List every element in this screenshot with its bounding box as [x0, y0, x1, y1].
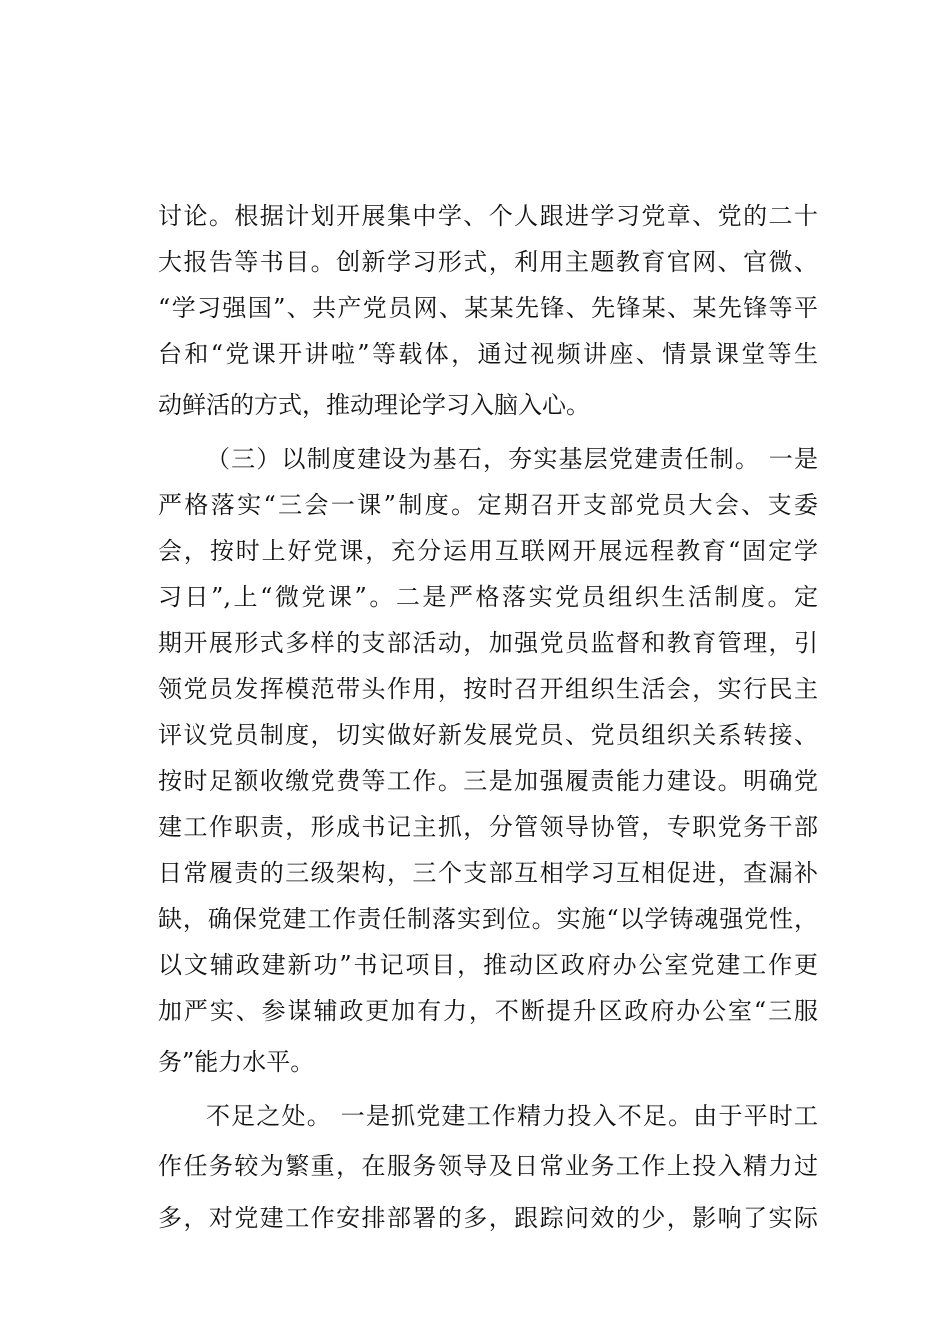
text-line: 习日”,上“微党课”。二是严格落实党员组织生活制度。定: [158, 583, 818, 611]
text-line: 严格落实“三会一课”制度。定期召开支部党员大会、支委: [158, 491, 818, 519]
text-line: “学习强国”、共产党员网、某某先锋、先锋某、某先锋等平: [158, 294, 818, 322]
paragraph-start-line: 不足之处。 一是抓党建工作精力投入不足。由于平时工: [206, 1102, 818, 1130]
text-line: 动鲜活的方式，推动理论学习入脑入心。: [158, 391, 590, 419]
text-line: 期开展形式多样的支部活动，加强党员监督和教育管理，引: [158, 629, 818, 657]
text-line: 台和“党课开讲啦”等载体，通过视频讲座、情景课堂等生: [158, 340, 818, 368]
text-line: 大报告等书目。创新学习形式，利用主题教育官网、官微、: [158, 248, 818, 276]
text-line: 领党员发挥模范带头作用，按时召开组织生活会，实行民主: [158, 675, 818, 703]
text-line: 按时足额收缴党费等工作。三是加强履责能力建设。明确党: [158, 767, 818, 795]
text-line: 作任务较为繁重，在服务领导及日常业务工作上投入精力过: [158, 1152, 818, 1180]
text-line: 评议党员制度，切实做好新发展党员、党员组织关系转接、: [158, 721, 818, 749]
text-line: 务”能力水平。: [158, 1048, 315, 1076]
text-line: 多，对党建工作安排部署的多，跟踪问效的少，影响了实际: [158, 1204, 818, 1232]
text-line: 建工作职责，形成书记主抓，分管领导协管，专职党务干部: [158, 813, 818, 841]
text-line: 讨论。根据计划开展集中学、个人跟进学习党章、党的二十: [158, 202, 818, 230]
text-line: 会，按时上好党课，充分运用互联网开展远程教育“固定学: [158, 537, 818, 565]
text-line: 加严实、参谋辅政更加有力，不断提升区政府办公室“三服: [158, 997, 818, 1025]
section-heading-line: （三）以制度建设为基石，夯实基层党建责任制。 一是: [206, 445, 818, 473]
text-line: 以文辅政建新功”书记项目，推动区政府办公室党建工作更: [158, 951, 818, 979]
text-line: 日常履责的三级架构，三个支部互相学习互相促进，查漏补: [158, 859, 818, 887]
text-line: 缺，确保党建工作责任制落实到位。实施“以学铸魂强党性，: [158, 905, 818, 933]
